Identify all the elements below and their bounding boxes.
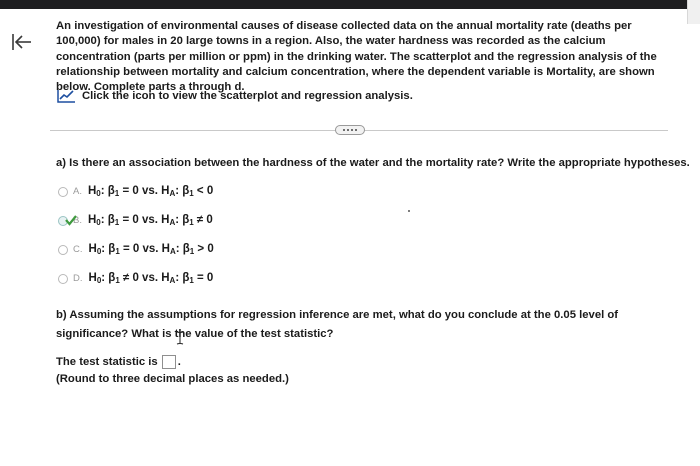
option-text: $H_0$: $\beta_1 = 0$ vs. $H_A$: $\beta_1 < 0$ (87, 185, 214, 198)
radio-button[interactable] (58, 274, 68, 284)
option-a[interactable] (58, 185, 213, 198)
option-b[interactable] (58, 214, 213, 227)
ellipsis-dot-icon (343, 129, 345, 131)
test-statistic-input[interactable] (162, 355, 176, 369)
option-letter: B. (73, 215, 82, 226)
answer-suffix: . (177, 356, 181, 368)
ellipsis-dot-icon (347, 129, 349, 131)
rounding-note: (Round to three decimal places as needed.) (56, 373, 289, 385)
option-text: $H_0$: $\beta_1 \ne 0$ vs. $H_A$: $\beta_1 = 0$ (88, 272, 214, 285)
test-statistic-label: The test statistic is (56, 356, 158, 368)
part-a-question: a) Is there an association between the hardness of the water and the mortality rate? Write the appropriate hypotheses. (56, 157, 690, 169)
option-letter: D. (73, 273, 83, 284)
option-letter: A. (73, 186, 82, 197)
radio-button[interactable] (58, 187, 68, 197)
scroll-corner (687, 0, 700, 24)
radio-button[interactable] (58, 245, 68, 255)
stray-dot (408, 210, 410, 212)
back-button[interactable] (10, 30, 34, 54)
option-c[interactable] (58, 243, 214, 256)
radio-button-selected[interactable] (58, 216, 68, 226)
test-statistic-row (56, 355, 181, 369)
ellipsis-dot-icon (351, 129, 353, 131)
view-scatterplot-label[interactable]: Click the icon to view the scatterplot and regression analysis. (82, 90, 413, 102)
option-d[interactable] (58, 272, 213, 285)
arrow-left-to-bar-icon (10, 30, 34, 54)
part-b-question: b) Assuming the assumptions for regression inference are met, what do you conclude at the 0.05 level of significance? What is the value of the test statistic? (56, 309, 619, 340)
problem-statement: An investigation of environmental causes of disease collected data on the annual mortality rate (deaths per 100,000) for males in 20 large towns in a region. Also, the water hardness was recorded as the calcium concentration (parts per million or ppm) in the drinking water. The scatterplot and the regression analysis of the relationship between mortality and calcium concentration, where the dependent variable is Mortality, are shown below. Complete parts a through d. (56, 20, 657, 94)
view-scatterplot-link[interactable] (56, 88, 413, 104)
scatterplot-chart-icon (56, 88, 76, 104)
option-text: $H_0$: $\beta_1 = 0$ vs. $H_A$: $\beta_1 \ne 0$ (87, 214, 213, 227)
text-cursor-icon (176, 331, 184, 345)
top-bar (0, 0, 700, 9)
expand-button[interactable] (335, 125, 365, 135)
option-letter: C. (73, 244, 83, 255)
checkmark-icon (65, 215, 77, 226)
ellipsis-dot-icon (355, 129, 357, 131)
option-text: $H_0$: $\beta_1 = 0$ vs. $H_A$: $\beta_1 > 0$ (88, 243, 214, 256)
